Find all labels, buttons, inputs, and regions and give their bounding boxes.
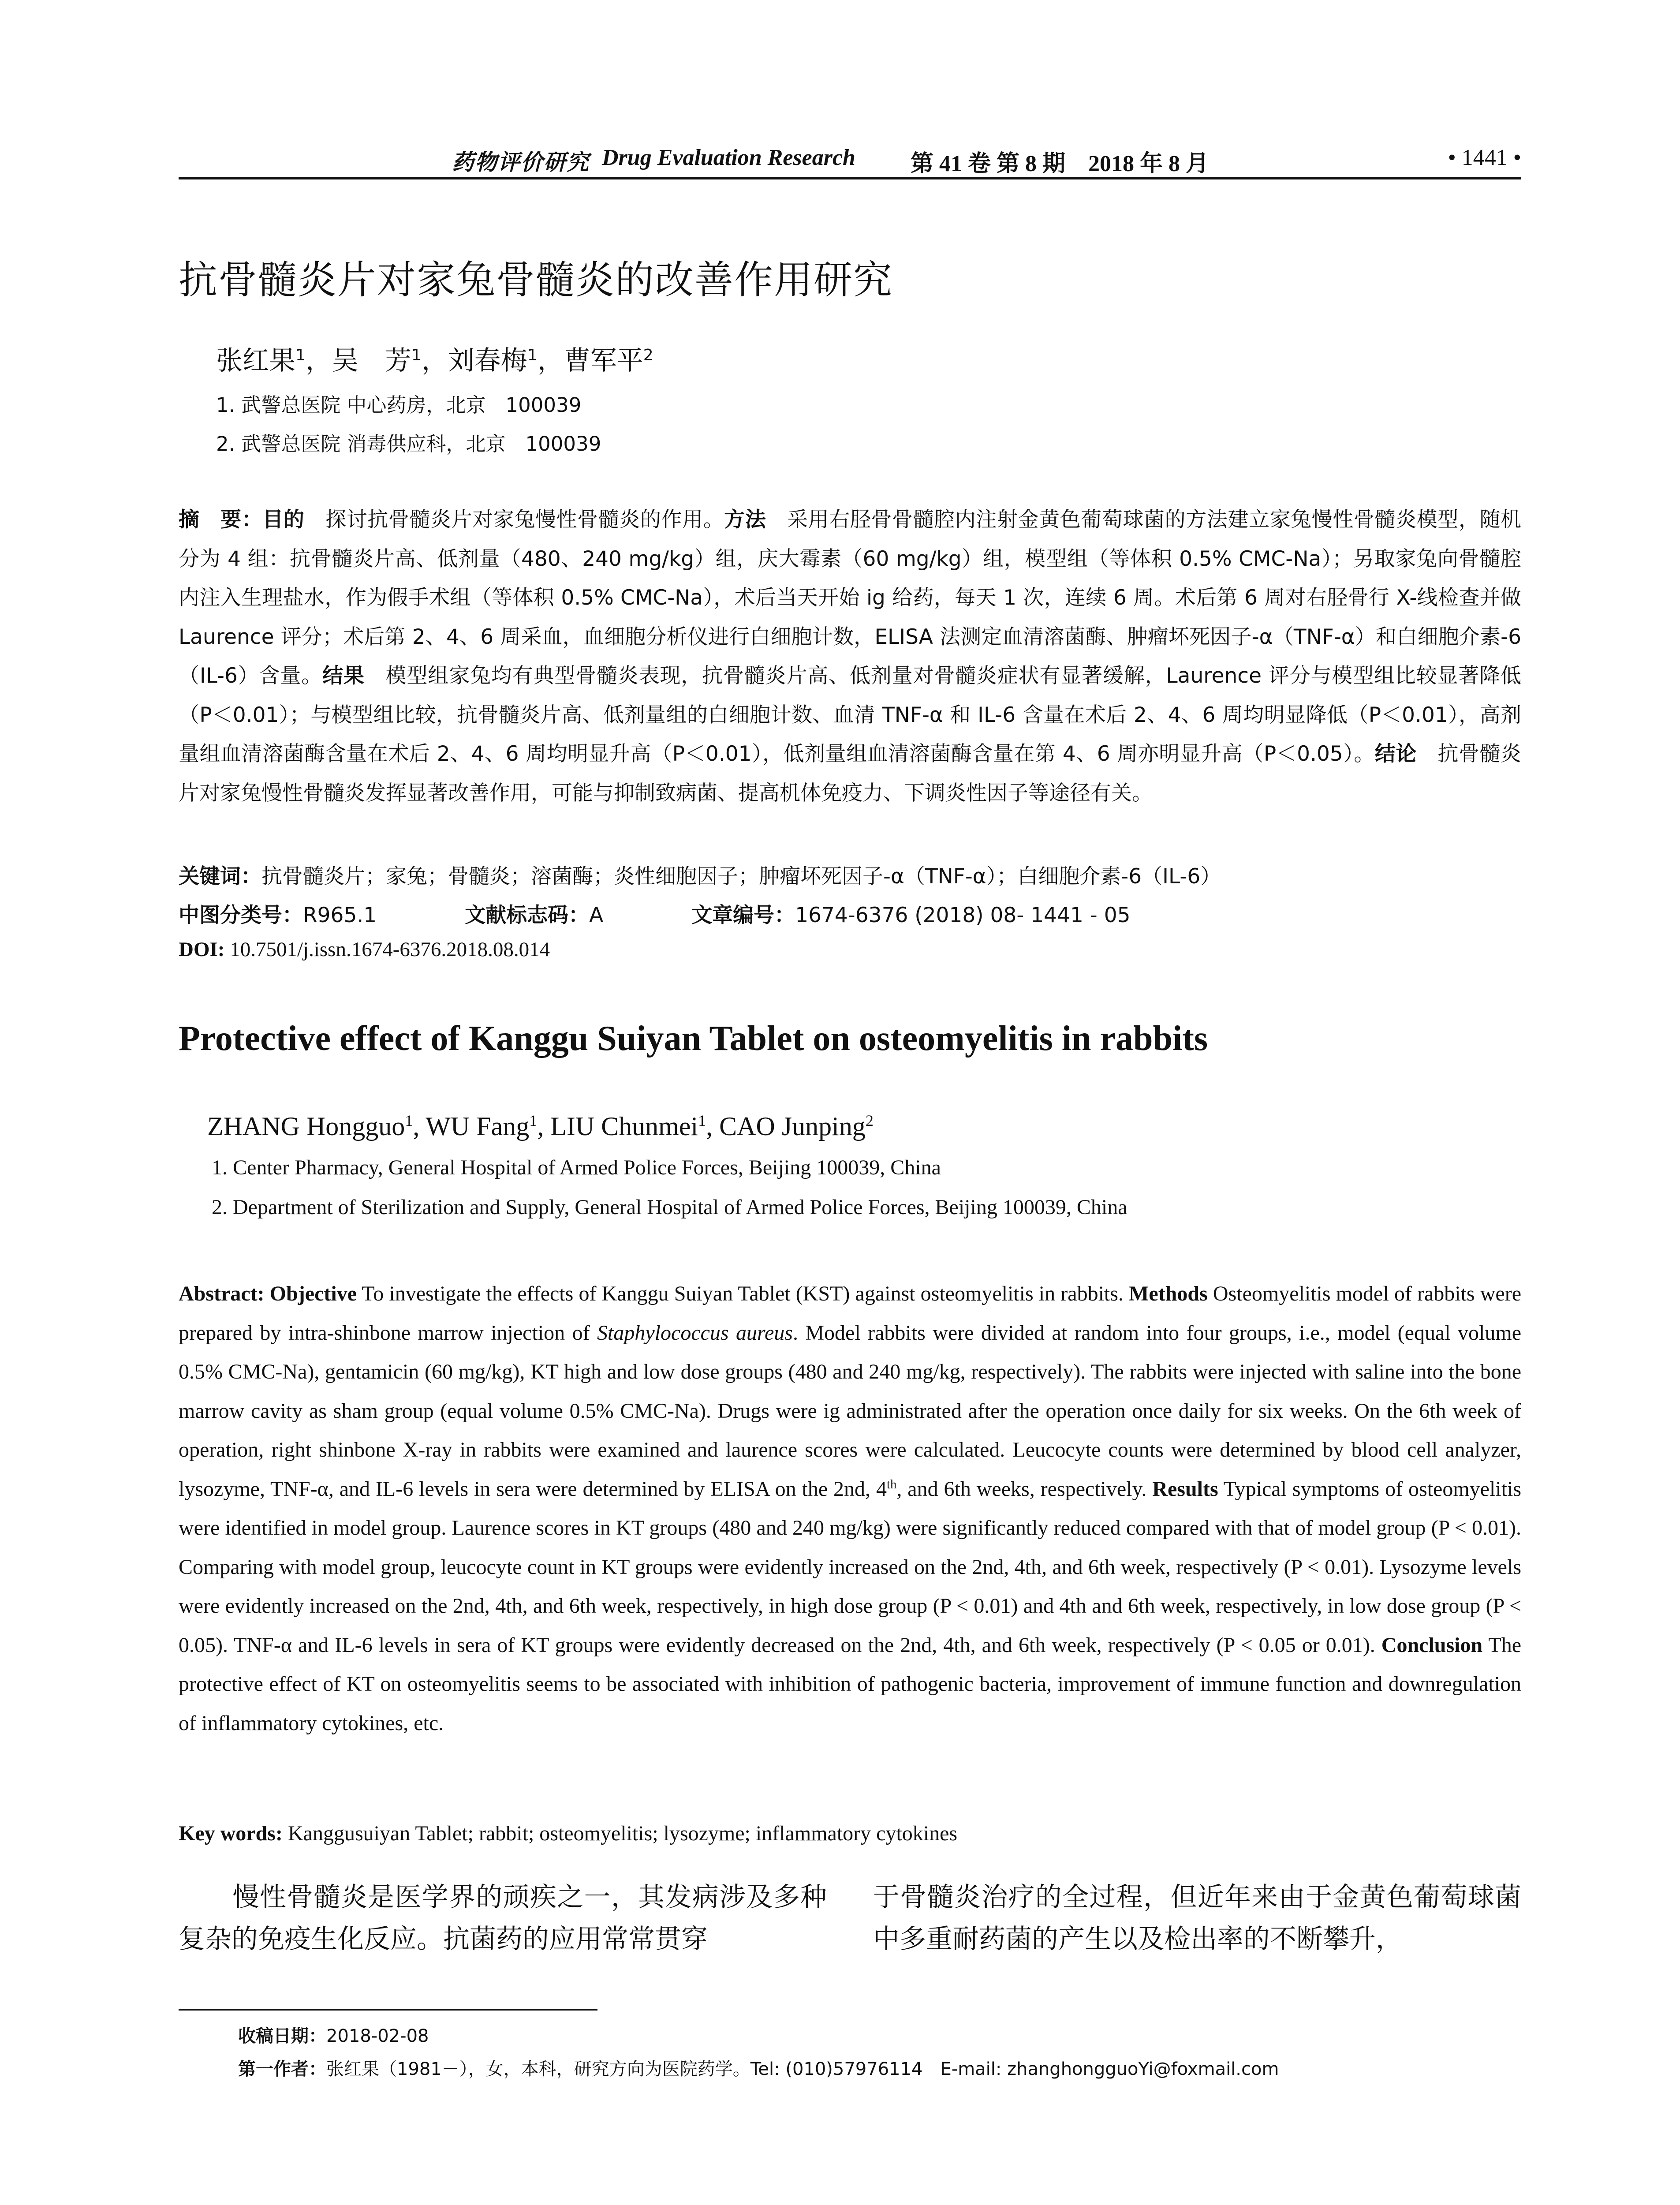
conclusion-label: 结论 bbox=[1374, 742, 1417, 766]
author-name: 曹军平 bbox=[564, 345, 643, 376]
methods-label: Methods bbox=[1129, 1282, 1208, 1305]
author-name: CAO Junping bbox=[719, 1112, 866, 1141]
abstract-en bbox=[179, 1274, 1521, 1743]
abstract-cn bbox=[179, 501, 1521, 813]
header-rule bbox=[179, 177, 1521, 179]
doi-label: DOI: bbox=[179, 938, 225, 961]
doi-line bbox=[179, 938, 550, 961]
title-cn: 抗骨髓炎片对家兔骨髓炎的改善作用研究 bbox=[179, 257, 893, 303]
first-author-label: 第一作者： bbox=[238, 2059, 326, 2079]
author-affiliation-mark: 1 bbox=[411, 346, 422, 364]
authors-cn bbox=[216, 340, 653, 377]
author-affiliation-mark: 1 bbox=[529, 1112, 538, 1129]
author-name: WU Fang bbox=[426, 1112, 530, 1141]
methods-text: Osteomyelitis model of rabbits were prepared by intra-shinbone marrow injection of bbox=[179, 1282, 1522, 1345]
title-en: Protective effect of Kanggu Suiyan Tablet on osteomyelitis in rabbits bbox=[179, 1019, 1208, 1058]
author-separator: ， bbox=[305, 345, 332, 376]
author-name: 吴 芳 bbox=[332, 345, 411, 376]
body-column-right: 于骨髓炎治疗的全过程，但近年来由于金黄色葡萄球菌中多重耐药菌的产生以及检出率的不断攀升， bbox=[873, 1882, 1521, 1955]
doc-code-label: 文献标志码： bbox=[465, 903, 590, 927]
objective-text: 探讨抗骨髓炎片对家兔慢性骨髓炎的作用。 bbox=[304, 508, 724, 532]
objective-label: 目的 bbox=[262, 508, 305, 532]
affiliation-en: 2. Department of Sterilization and Supply, General Hospital of Armed Police Forces, Beijing 100039, China bbox=[212, 1196, 1127, 1219]
methods-text: 采用右胫骨骨髓腔内注射金黄色葡萄球菌的方法建立家兔慢性骨髓炎模型，随机分为 4 组：抗骨髓炎片高、低剂量（480、240 mg/kg）组，庆大霉素（60 mg/kg）组，模型组（等体积 0.5% CMC-Na）；另取家兔向骨髓腔内注入生理盐水，作为假手术组（等体积 0.5% CMC-Na），术后当天开始 ig 给药，每天 1 次，连续 6 周。术后第 6 周对右胫骨行 X-线检查并做 Laurence 评分；术后第 2、4、6 周采血，血细胞分析仪进行白细胞计数，ELISA 法测定血清溶菌酶、肿瘤坏死因子-α（TNF-α）和白细胞介素-6（IL-6）含量。 bbox=[179, 508, 1522, 688]
ordinal-suffix: th bbox=[886, 1477, 897, 1491]
abstract-label: Abstract: Objective bbox=[179, 1282, 357, 1305]
methods-text: . Model rabbits were divided at random into four groups, i.e., model (equal volume 0.5% CMC-Na), gentamicin (60 mg/kg), KT high and low dose groups (480 and 240 mg/kg, respectively). The rabbits were injected with saline into the bone marrow cavity as sham group (equal volume 0.5% CMC-Na). Drugs were ig administrated after the operation once daily for six weeks. On the 6th week of operation, right shinbone X-ray in rabbits were examined and laurence scores were calculated. Leucocyte counts were determined by blood cell analyzer, lysozyme, TNF-α, and IL-6 levels in sera were determined by ELISA on the 2nd, 4 bbox=[179, 1321, 1522, 1501]
author-name: LIU Chunmei bbox=[550, 1112, 698, 1141]
keywords-en bbox=[179, 1821, 957, 1846]
author-affiliation-mark: 2 bbox=[865, 1112, 874, 1129]
conclusion-text: 抗骨髓炎片对家兔慢性骨髓炎发挥显著改善作用，可能与抑制致病菌、提高机体免疫力、下调炎性因子等途径有关。 bbox=[179, 742, 1522, 805]
journal-name: Drug Evaluation Research bbox=[602, 145, 855, 170]
author-affiliation-mark: 1 bbox=[698, 1112, 706, 1129]
affiliation-cn: 1. 武警总医院 中心药房，北京 100039 bbox=[216, 393, 582, 417]
keywords-label: 关键词： bbox=[179, 864, 261, 889]
authors-en bbox=[207, 1111, 874, 1142]
body-column-left: 慢性骨髓炎是医学界的顽疾之一，其发病涉及多种复杂的免疫生化反应。抗菌药的应用常常贯穿 bbox=[179, 1882, 827, 1955]
journal-logo: 药物评价研究 bbox=[452, 150, 590, 175]
author-name: ZHANG Hongguo bbox=[207, 1112, 405, 1141]
footnote-rule bbox=[179, 2009, 597, 2011]
author-separator: , bbox=[413, 1112, 426, 1141]
author-separator: ， bbox=[421, 345, 448, 376]
doc-code-value: A bbox=[589, 903, 604, 927]
objective-text: To investigate the effects of Kanggu Suiyan Tablet (KST) against osteomyelitis in rabbits. bbox=[357, 1282, 1129, 1305]
species-name: Staphylococcus aureus bbox=[597, 1321, 793, 1345]
results-text: Typical symptoms of osteomyelitis were identified in model group. Laurence scores in KT groups (480 and 240 mg/kg) were significantly reduced compared with that of model group (P < 0.01). Comparing with model group, leucocyte count in KT groups were evidently increased on the 2nd, 4th, and 6th week, respectively (P < 0.01). Lysozyme levels were evidently increased on the 2nd, 4th, and 6th week, respectively, in high dose group (P < 0.01) and 4th and 6th week, respectively, in low dose group (P < 0.05). TNF-α and IL-6 levels in sera of KT groups were evidently decreased on the 2nd, 4th, and 6th week, respectively (P < 0.05 or 0.01). bbox=[179, 1477, 1522, 1657]
author-separator: ， bbox=[537, 345, 564, 376]
page-number: • 1441 • bbox=[1448, 145, 1521, 170]
clc-value: R965.1 bbox=[303, 903, 377, 927]
author-separator: , bbox=[537, 1112, 551, 1141]
results-label: Results bbox=[1152, 1477, 1218, 1501]
classification-line bbox=[179, 899, 1131, 928]
keywords-text: Kanggusuiyan Tablet; rabbit; osteomyelitis; lysozyme; inflammatory cytokines bbox=[282, 1822, 958, 1845]
author-affiliation-mark: 1 bbox=[527, 346, 538, 364]
keywords-cn bbox=[179, 860, 1221, 889]
keywords-text: 抗骨髓炎片；家兔；骨髓炎；溶菌酶；炎性细胞因子；肿瘤坏死因子-α（TNF-α）；白细胞介素-6（IL-6） bbox=[261, 864, 1221, 889]
article-number-label: 文章编号： bbox=[691, 903, 795, 927]
article-number-value: 1674-6376 (2018) 08- 1441 - 05 bbox=[795, 903, 1131, 927]
first-author-info: 张红果（1981－），女，本科，研究方向为医院药学。Tel: (010)57976114 E-mail: zhanghongguoYi@foxmail.com bbox=[326, 2059, 1279, 2079]
author-affiliation-mark: 2 bbox=[643, 346, 653, 364]
methods-label: 方法 bbox=[724, 508, 766, 532]
received-label: 收稿日期： bbox=[238, 2026, 326, 2046]
clc-label: 中图分类号： bbox=[179, 903, 303, 927]
issue-info: 第 41 卷 第 8 期 2018 年 8 月 bbox=[911, 151, 1209, 176]
results-text: 模型组家兔均有典型骨髓炎表现，抗骨髓炎片高、低剂量对骨髓炎症状有显著缓解，Laurence 评分与模型组比较显著降低（P＜0.01）；与模型组比较，抗骨髓炎片高、低剂量组的白细胞计数、血清 TNF-α 和 IL-6 含量在术后 2、4、6 周均明显降低（P＜0.01），高剂量组血清溶菌酶含量在术后 2、4、6 周均明显升高（P＜0.01），低剂量组血清溶菌酶含量在第 4、6 周亦明显升高（P＜0.05）。 bbox=[179, 664, 1521, 766]
author-affiliation-mark: 1 bbox=[405, 1112, 413, 1129]
doi-value: 10.7501/j.issn.1674-6376.2018.08.014 bbox=[224, 938, 550, 961]
footnote-first-author bbox=[238, 2055, 1279, 2080]
author-name: 张红果 bbox=[216, 345, 295, 376]
methods-text: , and 6th weeks, respectively. bbox=[896, 1477, 1153, 1501]
results-label: 结果 bbox=[322, 664, 365, 688]
conclusion-text: The protective effect of KT on osteomyelitis seems to be associated with inhibition of pathogenic bacteria, improvement of immune function and downregulation of inflammatory cytokines, etc. bbox=[179, 1633, 1522, 1735]
keywords-label: Key words: bbox=[179, 1822, 283, 1845]
author-affiliation-mark: 1 bbox=[295, 346, 306, 364]
conclusion-label: Conclusion bbox=[1381, 1633, 1483, 1657]
abstract-label: 摘 要： bbox=[179, 508, 263, 532]
running-header bbox=[179, 141, 1521, 176]
footnote-received bbox=[238, 2022, 429, 2047]
received-date: 2018-02-08 bbox=[326, 2026, 429, 2046]
affiliation-en: 1. Center Pharmacy, General Hospital of Armed Police Forces, Beijing 100039, China bbox=[212, 1156, 941, 1179]
author-separator: , bbox=[706, 1112, 720, 1141]
affiliation-cn: 2. 武警总医院 消毒供应科，北京 100039 bbox=[216, 432, 601, 456]
author-name: 刘春梅 bbox=[448, 345, 527, 376]
